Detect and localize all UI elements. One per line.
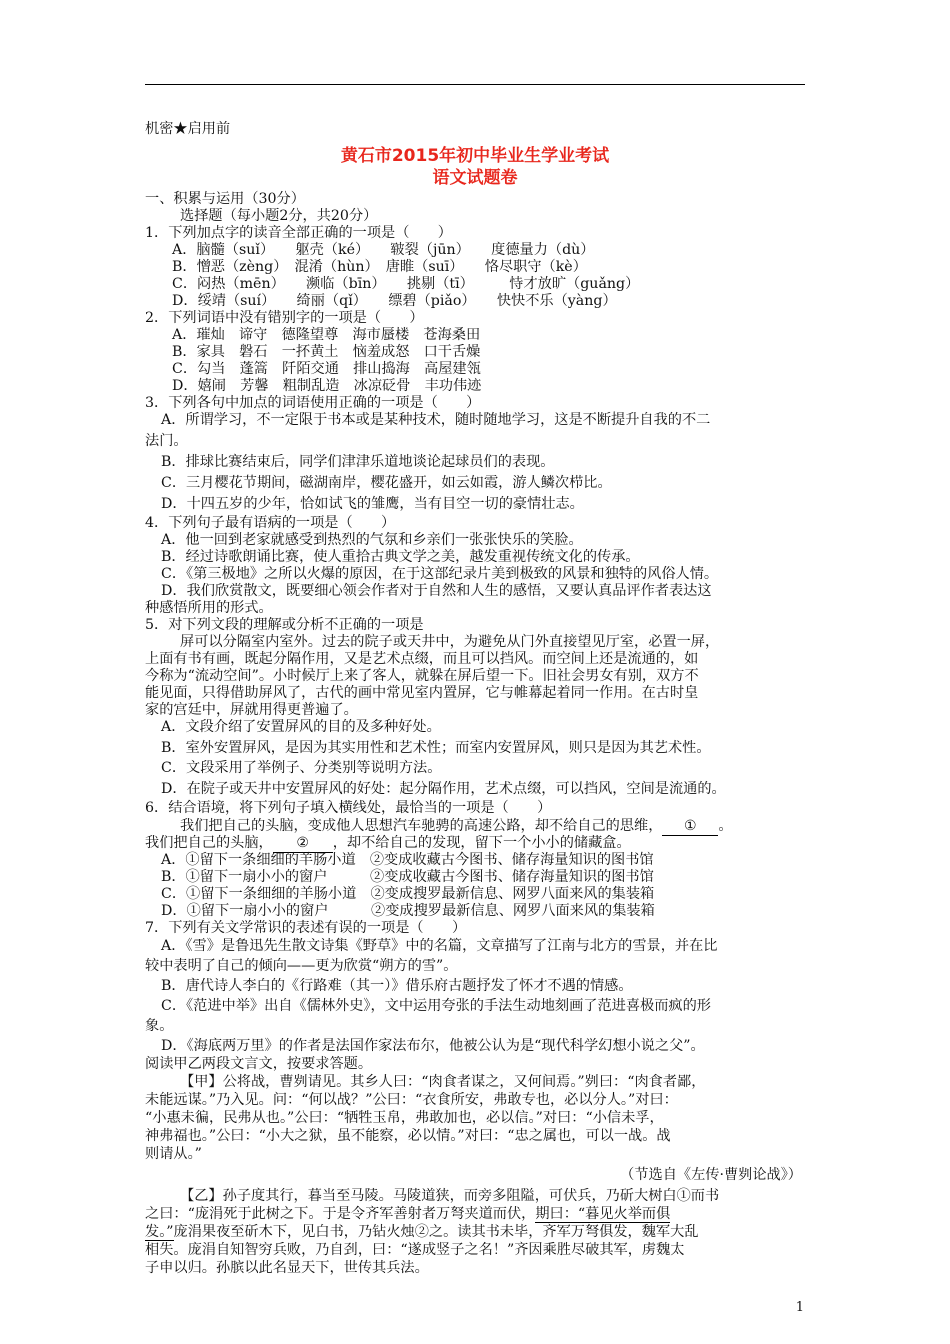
passage-yi-text: 庞涓果夜至斫木下，见白书，乃钻火烛②之。读其书未毕，齐军万弩俱发，魏军大乱 [173,1224,699,1240]
q4-option-d-cont: 种感悟所用的形式。 [145,600,273,616]
section-heading: 一、积累与运用（30分） [145,191,305,207]
q7-option-d: D．《海底两万里》的作者是法国作家法布尔，他被公认为是“现代科学幻想小说之父”。 [161,1038,705,1054]
q3-option-a-cont: 法门。 [145,433,188,449]
passage-jia-line: 未能远谋。”乃入见。问：“何以战？”公曰：“衣食所安，弗敢专也，必以分人。”对曰： [145,1092,678,1108]
q4-option-c: C．《第三极地》之所以火爆的原因，在于这部纪录片美到极致的风景和独特的风俗人情。 [161,566,719,582]
q6-option-a: A．①留下一条细细的羊肠小道 ②变成收藏古今图书、储存海量知识的图书馆 [161,852,654,868]
q4-stem: 4．下列句子最有语病的一项是（ ） [145,515,396,531]
q5-passage-line: 能见面，只得借助屏风了，古代的画中常见室内置屏，它与帷幕起着同一作用。在古时皇 [145,685,699,701]
passage-jia-source: （节选自《左传·曹刿论战》） [620,1167,802,1183]
q3-option-b: B．排球比赛结束后，同学们津津乐道地谈论起球员们的表现。 [161,454,555,470]
q3-option-c: C．三月樱花节期间，磁湖南岸，樱花盛开，如云如霞，游人鳞次栉比。 [161,475,612,491]
underlined-sentence: 期曰：“暮见火举而俱 [535,1206,671,1222]
q5-stem: 5．对下列文段的理解或分析不正确的一项是 [145,617,424,633]
q1-stem: 1．下列加点字的读音全部正确的一项是（ ） [145,225,452,241]
q6-text: 我们把自己的头脑， [145,835,273,851]
q6-option-b: B．①留下一扇小小的窗户 ②变成收藏古今图书、储存海量知识的图书馆 [161,869,654,885]
q5-option-b: B．室外安置屏风，是因为其实用性和艺术性；而室内安置屏风，则只是因为其艺术性。 [161,740,711,756]
section-subheading: 选择题（每小题2分，共20分） [180,208,378,224]
exam-subtitle: 语文试题卷 [432,168,518,188]
q1-option-b: B．憎恶（zèng） 混淆（hùn） 唐睢（suī） 恪尽职守（kè） [172,259,587,275]
q3-stem: 3．下列各句中加点的词语使用正确的一项是（ ） [145,395,481,411]
passage-yi-line [145,1224,698,1241]
q2-option-b: B．家具 磐石 一抔黄土 恼羞成怒 口干舌燥 [172,344,481,360]
q7-option-b: B．唐代诗人李白的《行路难（其一）》借乐府古题抒发了怀才不遇的情感。 [161,978,633,994]
q1-option-d: D．绥靖（suí） 绮丽（qǐ） 缥碧（piǎo） 快快不乐（yàng） [172,293,617,309]
passage-jia-line: 则请从。” [145,1146,202,1162]
q7-option-c: C．《范进中举》出自《儒林外史》，文中运用夸张的手法生动地刻画了范进喜极而疯的形 [161,998,711,1014]
q5-passage-line: 家的宫廷中，屏就用得更普遍了。 [145,702,358,718]
passage-yi-text: 之曰：“庞涓死于此树之下。于是令齐军善射者万弩夹道而伏， [145,1206,536,1222]
q6-passage-line2 [145,835,631,853]
q6-text: 。 [718,818,733,834]
q5-passage-line: 屏可以分隔室内室外。过去的院子或天井中，为避免从门外直接望见厅室，必置一屏， [180,634,720,650]
q6-option-c: C．①留下一条细细的羊肠小道 ②变成搜罗最新信息、网罗八面来风的集装箱 [161,886,655,902]
blank-2: ② [273,835,333,853]
q6-option-d: D．①留下一扇小小的窗户 ②变成搜罗最新信息、网罗八面来风的集装箱 [161,903,655,919]
blank-1: ① [662,818,718,836]
q4-option-a: A．他一回到老家就感受到热烈的气氛和乡亲们一张张快乐的笑脸。 [161,532,583,548]
exam-title: 黄石市2015年初中毕业生学业考试 [340,146,610,166]
q5-option-c: C．文段采用了举例子、分类别等说明方法。 [161,760,442,776]
q7-option-c-cont: 象。 [145,1018,174,1034]
q2-option-a: A．璀灿 谛守 德隆望尊 海市蜃楼 苍海桑田 [172,327,481,343]
q7-stem: 7．下列有关文学常识的表述有误的一项是（ ） [145,920,467,936]
q7-option-a: A．《雪》是鲁迅先生散文诗集《野草》中的名篇，文章描写了江南与北方的雪景，并在比 [161,938,718,954]
secret-label: 机密★启用前 [145,121,231,137]
q6-text: ，却不给自己的发现，留下一个小小的储藏盒。 [332,835,631,851]
header-rule [145,84,805,85]
q6-passage-line1 [180,818,733,836]
q4-option-b: B．经过诗歌朗诵比赛，使人重拾古典文学之美，越发重视传统文化的传承。 [161,549,640,565]
q5-option-d: D．在院子或天井中安置屏风的好处：起分隔作用，艺术点缀，可以挡风，空间是流通的。 [161,781,726,797]
reading-intro: 阅读甲乙两段文言文，按要求答题。 [145,1056,373,1072]
q3-option-a: A．所谓学习，不一定限于书本或是某种技术，随时随地学习，这是不断提升自我的不二 [161,412,711,428]
q3-option-d: D．十四五岁的少年，恰如试飞的雏鹰，当有目空一切的豪情壮志。 [161,496,584,512]
q5-passage-line: 上面有书有画，既起分隔作用，又是艺术点缀，而且可以挡风。而空间上还是流通的，如 [145,651,699,667]
passage-yi-line: 相失。庞涓自知智穷兵败，乃自刭，曰：“遂成竖子之名！”齐因乘胜尽破其军，虏魏太 [145,1242,685,1258]
q6-stem: 6．结合语境，将下列句子填入横线处，最恰当的一项是（ ） [145,800,552,816]
q5-passage-line: 今称为“流动空间”。小时候厅上来了客人，就躲在屏后望一下。旧社会男女有别，双方不 [145,668,699,684]
passage-yi-line: 【乙】孙子度其行，暮当至马陵。马陵道狭，而旁多阻隘，可伏兵，乃斫大树白①而书 [180,1188,720,1204]
q1-option-c: C．闷热（mēn） 濒临（bīn） 挑剔（tī） 恃才放旷（guǎng） [172,276,640,292]
q2-stem: 2．下列词语中没有错别字的一项是（ ） [145,310,424,326]
q2-option-c: C．勾当 蓬篙 阡陌交通 排山捣海 高屋建瓴 [172,361,481,377]
q5-option-a: A．文段介绍了安置屏风的目的及多种好处。 [161,719,441,735]
passage-jia-line: 【甲】公将战，曹刿请见。其乡人曰：“肉食者谋之，又何间焉。”刿曰：“肉食者鄙， [180,1074,706,1090]
page-number: 1 [795,1300,804,1315]
passage-yi-line: 子申以归。孙膑以此名显天下，世传其兵法。 [145,1260,429,1276]
passage-jia-line: 神弗福也。”公曰：“小大之狱，虽不能察，必以情。”对曰：“忠之属也，可以一战。战 [145,1128,671,1144]
q2-option-d: D．嬉闹 芳馨 粗制乱造 冰凉砭骨 丰功伟迹 [172,378,482,394]
passage-jia-line: “小惠未徧，民弗从也。”公曰：“牺牲玉帛，弗敢加也，必以信。”对曰：“小信未孚， [145,1110,664,1126]
q6-text: 我们把自己的头脑，变成他人思想汽车驰骋的高速公路，却不给自己的思维， [180,818,663,834]
q1-option-a: A．脑髓（suǐ） 躯壳（ké） 皲裂（jūn） 度德量力（dù） [172,242,595,258]
underlined-sentence: 发。” [145,1224,174,1240]
q7-option-a-cont: 较中表明了自己的倾向——更为欣赏“朔方的雪”。 [145,958,458,974]
passage-yi-line [145,1206,670,1223]
q4-option-d: D．我们欣赏散文，既要细心领会作者对于自然和人生的感悟，又要认真品评作者表达这 [161,583,712,599]
